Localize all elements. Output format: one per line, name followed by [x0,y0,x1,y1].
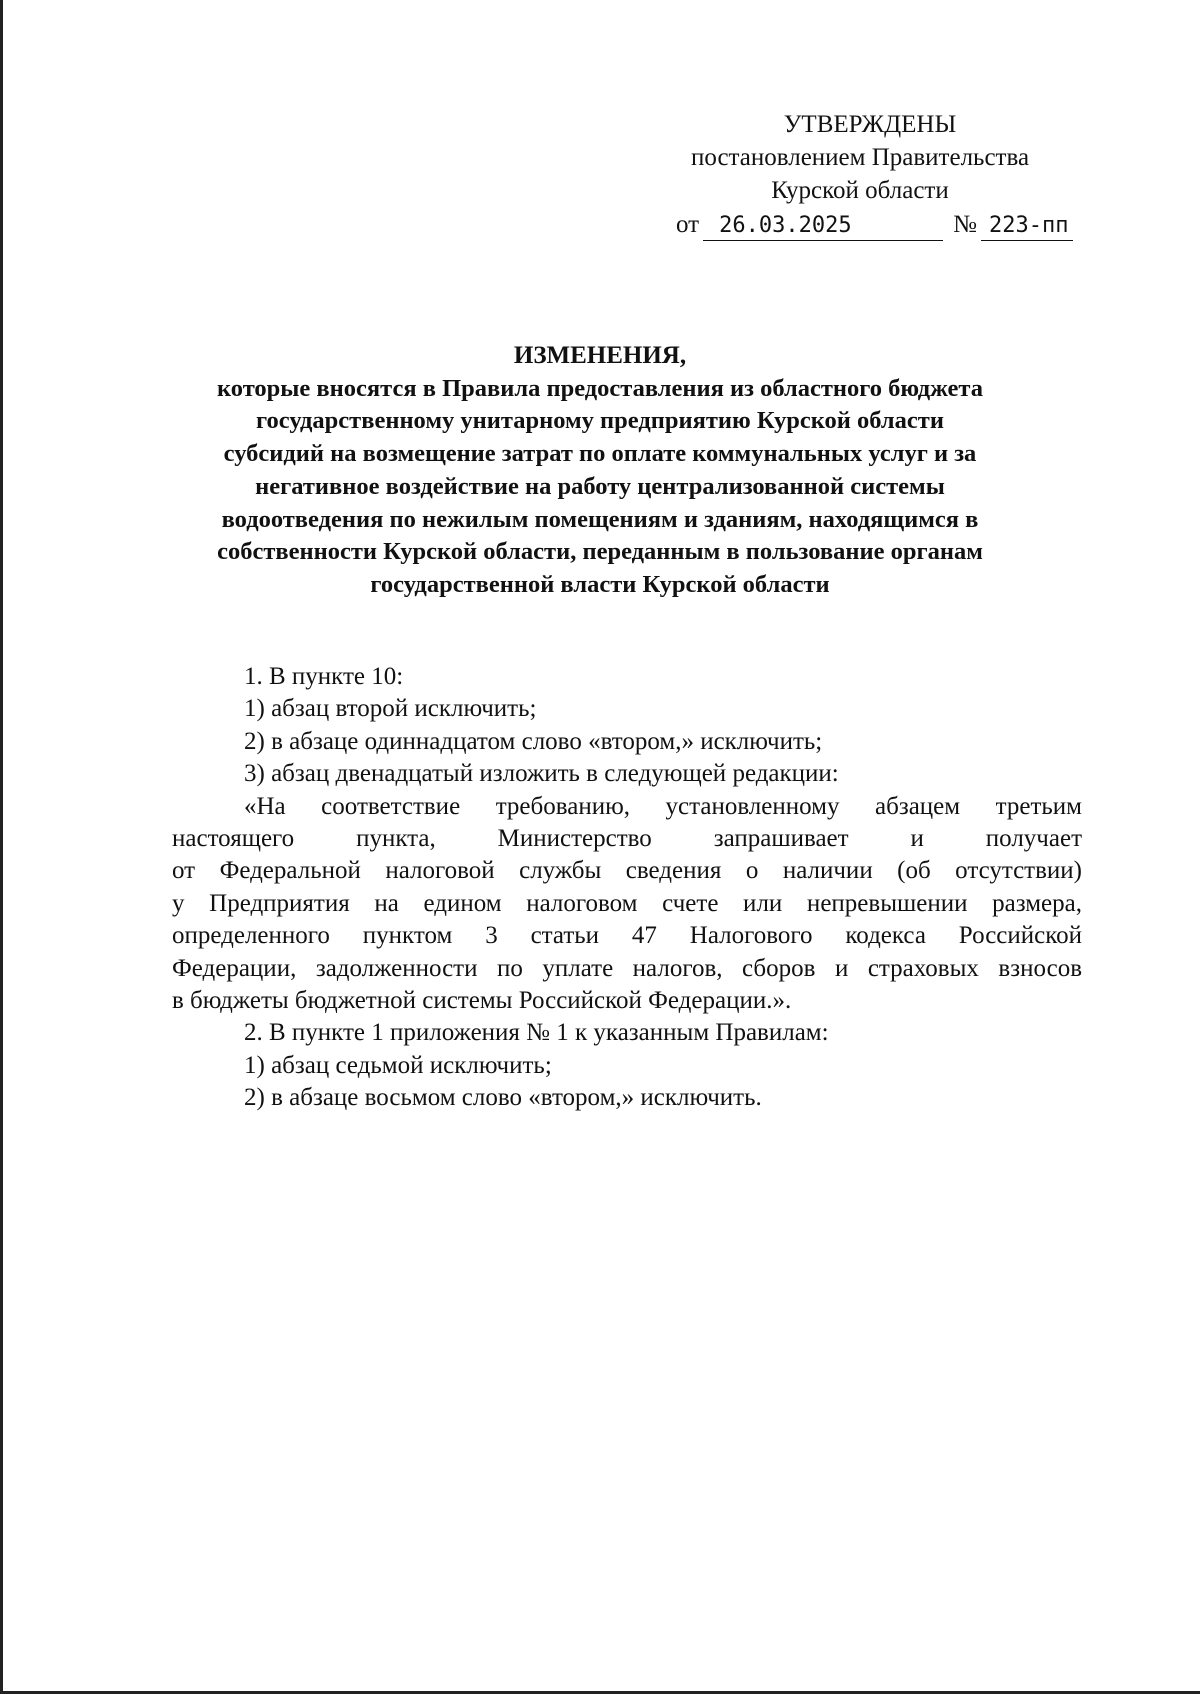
approval-line-2: Курской области [771,177,949,204]
document-heading [150,340,1050,602]
approval-title: УТВЕРЖДЕНЫ [783,111,957,138]
date-value: 26.03.2025 [703,212,943,241]
document-body [172,661,1082,1115]
quote-line: от Федеральной налоговой службы сведения о наличии (об отсутствии) [172,857,1082,885]
registration-line [676,208,1080,241]
item-1-sub-1: 1) абзац второй исключить; [244,695,537,723]
subtitle-line: собственности Курской области, переданным в пользование органам [217,538,983,566]
item-2: 2. В пункте 1 приложения № 1 к указанным Правилам: [244,1019,829,1047]
approval-block [640,108,1080,241]
subtitle-line: которые вносятся в Правила предоставления из областного бюджета [216,374,984,402]
subtitle-line: негативное воздействие на работу централизованной системы [255,472,945,500]
item-2-sub-1: 1) абзац седьмой исключить; [244,1051,552,1079]
document-title: ИЗМЕНЕНИЯ, [513,342,687,369]
subtitle-line: государственному унитарному предприятию Курской области [256,407,944,435]
quote-line: определенного пунктом 3 статьи 47 Налогового кодекса Российской [172,922,1082,950]
subtitle-line: водоотведения по нежилым помещениям и зданиям, находящимся в [221,505,979,533]
item-1: 1. В пункте 10: [244,663,404,690]
quote-line: Федерации, задолженности по уплате налогов, сборов и страховых взносов [172,954,1082,982]
subtitle-line: субсидий на возмещение затрат по оплате коммунальных услуг и за [223,440,977,468]
scan-left-edge [0,0,3,1694]
item-1-sub-2: 2) в абзаце одиннадцатом слово «втором,» исключить; [244,727,823,755]
quote-line: настоящего пункта, Министерство запрашивает и получает [172,825,1082,853]
quote-line: в бюджеты бюджетной системы Российской Федерации.». [172,987,792,1015]
number-label: № [953,211,977,238]
quote-line: «На соответствие требованию, установленному абзацем третьим [244,792,1082,820]
item-1-sub-3: 3) абзац двенадцатый изложить в следующей редакции: [244,760,839,788]
quote-line: у Предприятия на едином налоговом счете или непревышении размера, [172,889,1082,917]
number-value: 223-пп [981,212,1073,241]
item-2-sub-2: 2) в абзаце восьмом слово «втором,» исключить. [244,1084,762,1112]
subtitle-line: государственной власти Курской области [370,570,830,598]
approval-line-1: постановлением Правительства [690,144,1030,171]
date-prefix: от [676,211,700,238]
quoted-paragraph [172,791,1082,1018]
